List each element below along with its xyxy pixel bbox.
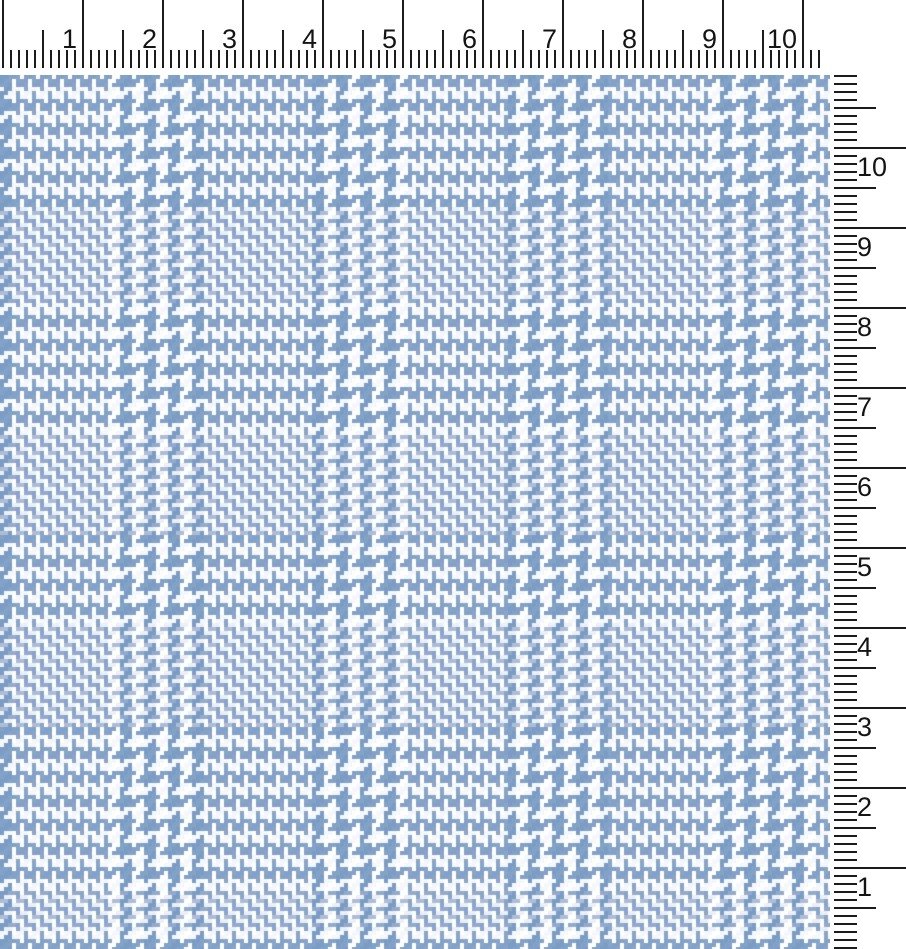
ruler-label: 2: [857, 792, 873, 822]
ruler-label: 2: [141, 24, 157, 54]
ruler-label: 8: [621, 24, 637, 54]
ruler-label: 3: [857, 712, 873, 742]
fabric-swatch: [0, 75, 830, 949]
ruler-label: 8: [857, 312, 873, 342]
top-ruler: [0, 0, 830, 75]
ruler-label: 4: [301, 24, 317, 54]
ruler-label: 9: [857, 232, 873, 262]
ruler-label: 4: [857, 632, 873, 662]
ruler-label: 5: [381, 24, 397, 54]
ruler-label: 6: [857, 472, 873, 502]
ruler-label: 3: [221, 24, 237, 54]
ruler-label: 1: [61, 24, 77, 54]
ruler-label: 7: [857, 392, 873, 422]
top-ruler-ticks: [0, 0, 830, 75]
ruler-label: 10: [766, 24, 797, 54]
ruler-label: 5: [857, 552, 873, 582]
ruler-label: 10: [857, 152, 888, 182]
ruler-label: 9: [701, 24, 717, 54]
right-ruler-ticks: [830, 75, 906, 949]
ruler-label: 6: [461, 24, 477, 54]
ruler-label: 1: [857, 872, 873, 902]
ruler-label: 7: [541, 24, 557, 54]
right-ruler: [830, 75, 906, 949]
